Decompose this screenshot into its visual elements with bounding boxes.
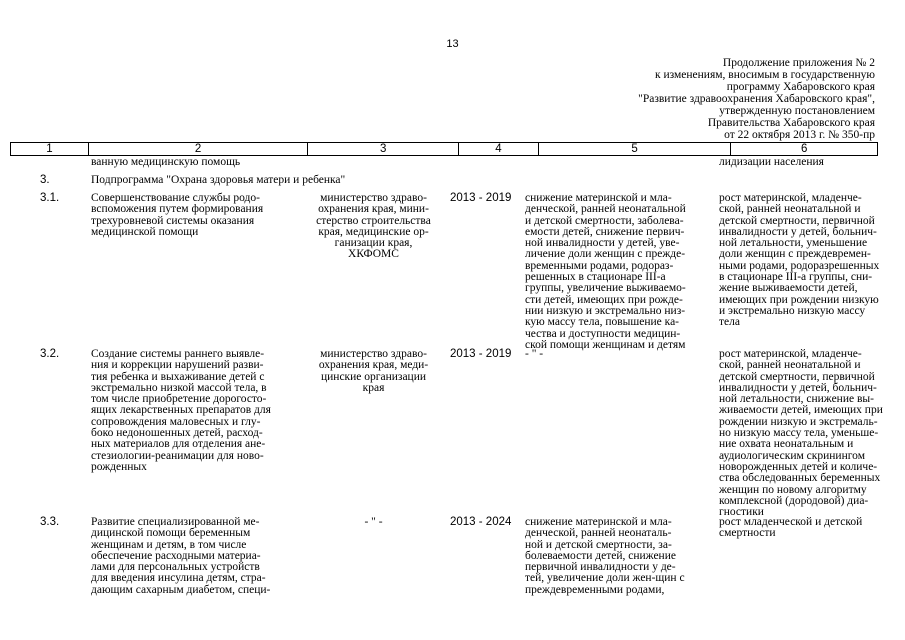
continuation-text: ванную медицинскую помощь bbox=[91, 156, 241, 168]
cell-line: болеваемости детей, снижение bbox=[525, 549, 676, 562]
cell-line: - " - bbox=[525, 348, 544, 360]
appendix-caption bbox=[545, 57, 875, 141]
cell-line: трехуровневой системы оказания bbox=[91, 214, 255, 227]
cell-line: боко недоношенных детей, расход- bbox=[91, 427, 263, 440]
cell-line: рождении низкую и экстремаль- bbox=[719, 415, 878, 428]
cell-line: имеющих при рождении низкую bbox=[719, 293, 879, 306]
row-number: 3.2. bbox=[40, 348, 60, 360]
cell-line: цинские организации bbox=[320, 370, 427, 383]
cell-line: медицинской помощи bbox=[91, 225, 199, 238]
cell-line: группы, увеличение выживаемо- bbox=[525, 282, 686, 295]
effect-cell bbox=[525, 349, 711, 360]
appendix-line: утвержденную постановлением bbox=[719, 105, 875, 117]
cell-line: новорожденных детей и количе- bbox=[719, 460, 878, 473]
cell-line: и экстремально низкую массу bbox=[719, 304, 866, 317]
cell-line: экстремально низкой массой тела, в bbox=[91, 381, 267, 394]
cell-line: ных материалов для отделения ане- bbox=[91, 438, 266, 451]
appendix-line: "Развитие здравоохранения Хабаровского края", bbox=[638, 93, 875, 105]
cell-line: ной и детской смертности, за- bbox=[525, 538, 672, 551]
period-cell: 2013 - 2019 bbox=[450, 348, 512, 360]
column-header: 1 bbox=[11, 143, 89, 155]
cell-line: Совершенствование службы родо- bbox=[91, 192, 260, 204]
cell-line: денческой, ранней неонаталь- bbox=[525, 527, 672, 540]
subprogram-number: 3. bbox=[40, 174, 50, 186]
column-header: 4 bbox=[459, 143, 539, 155]
column-header: 5 bbox=[539, 143, 732, 155]
cell-line: лами для персональных устройств bbox=[91, 561, 260, 574]
cell-line: ской, ранней неонатальной и bbox=[719, 359, 861, 372]
cell-line: Развитие специализированной ме- bbox=[91, 516, 260, 528]
cell-line: снижение материнской и мла- bbox=[525, 516, 672, 528]
cell-line: ния и коррекции нарушений разви- bbox=[91, 359, 264, 372]
cell-line: стезиологии-реанимации для ново- bbox=[91, 449, 264, 462]
cell-line: дицинской помощи беременным bbox=[91, 527, 251, 540]
cell-line: - " - bbox=[364, 516, 383, 528]
cell-line: нии низкую и экстремально низ- bbox=[525, 304, 686, 317]
cell-line: для введения инсулина детям, стра- bbox=[91, 572, 266, 585]
effect-cell bbox=[525, 193, 711, 351]
cell-line: края, медицинские ор- bbox=[318, 225, 429, 238]
cell-line: в стационаре III-а группы, сни- bbox=[719, 271, 873, 284]
table-header bbox=[10, 142, 878, 156]
appendix-line: к изменениям, вносимым в государственную bbox=[655, 69, 875, 81]
cell-line: ства обследованных беременных bbox=[719, 472, 881, 485]
cell-line: рост материнской, младенче- bbox=[719, 192, 862, 204]
measure-cell bbox=[91, 349, 301, 473]
cell-line: чества и доступности медицин- bbox=[525, 327, 681, 340]
cell-line: инвалидности у детей, больнич- bbox=[719, 381, 877, 394]
cell-line: ящих лекарственных препаратов для bbox=[91, 404, 271, 417]
cell-line: охранения края, мини- bbox=[318, 203, 429, 216]
cell-line: денческой, ранней неонатальной bbox=[525, 203, 686, 216]
appendix-line: от 22 октября 2013 г. № 350-пр bbox=[724, 129, 875, 141]
cell-line: гностики bbox=[719, 506, 764, 519]
period-cell: 2013 - 2019 bbox=[450, 192, 512, 204]
executor-cell bbox=[304, 193, 443, 261]
cell-line: сопровождения маловесных и глу- bbox=[91, 415, 261, 428]
cell-line: обеспечение расходными материа- bbox=[91, 549, 261, 562]
row-number: 3.1. bbox=[40, 192, 60, 204]
cell-line: края bbox=[362, 381, 385, 394]
cell-line: первичной инвалидности у де- bbox=[525, 561, 676, 574]
cell-line: емости детей, снижение первич- bbox=[525, 225, 685, 238]
appendix-line: программу Хабаровского края bbox=[726, 81, 875, 93]
executor-cell bbox=[304, 517, 443, 528]
page-number: 13 bbox=[446, 38, 459, 50]
cell-line: дающим сахарным диабетом, специ- bbox=[91, 583, 271, 596]
cell-line: временными родами, родораз- bbox=[525, 259, 674, 272]
cell-line: рожденных bbox=[91, 460, 147, 473]
cell-line: рост младенческой и детской bbox=[719, 516, 863, 528]
cell-line: Создание системы раннего выявле- bbox=[91, 348, 265, 360]
cell-line: сти детей, имеющих при рожде- bbox=[525, 293, 683, 306]
column-header: 6 bbox=[800, 143, 808, 155]
cell-line: ХКФОМС bbox=[348, 248, 399, 261]
cell-line: ской помощи женщинам и детям bbox=[525, 338, 686, 351]
column-header: 2 bbox=[89, 143, 309, 155]
cell-line: детской смертности, первичной bbox=[719, 214, 875, 227]
cell-line: тей, увеличение доли жен-щин с bbox=[525, 572, 685, 585]
appendix-line: Правительства Хабаровского края bbox=[707, 117, 875, 129]
measure-cell bbox=[91, 193, 301, 238]
cell-line: доли женщин с преждевремен- bbox=[719, 248, 871, 261]
cell-line: министерство здраво- bbox=[320, 348, 427, 360]
cell-line: ганизации края, bbox=[334, 237, 413, 250]
cell-line: ной летальности, уменьшение bbox=[719, 237, 868, 250]
executor-cell bbox=[304, 349, 443, 394]
cell-line: женщинам и детям, в том числе bbox=[91, 538, 247, 551]
cell-line: женщин по новому алгоритму bbox=[719, 483, 867, 496]
cell-line: том числе приобретение дорогосто- bbox=[91, 393, 267, 406]
cell-line: ской, ранней неонатальной и bbox=[719, 203, 861, 216]
cell-line: тела bbox=[719, 316, 740, 329]
cell-line: ными родами, родоразрешенных bbox=[719, 259, 880, 272]
cell-line: жение выживаемости детей, bbox=[719, 282, 858, 295]
cell-line: решенных в стационаре III-а bbox=[525, 271, 666, 284]
indicators-cell bbox=[719, 193, 895, 329]
appendix-line: Продолжение приложения № 2 bbox=[722, 57, 875, 69]
cell-line: рост материнской, младенче- bbox=[719, 348, 862, 360]
period-cell: 2013 - 2024 bbox=[450, 516, 512, 528]
cell-line: преждевременными родами, bbox=[525, 583, 665, 596]
cell-line: аудиологическим скринингом bbox=[719, 449, 865, 462]
cell-line: тия ребенка и выхаживание детей с bbox=[91, 370, 265, 383]
cell-line: охранения края, меди- bbox=[318, 359, 429, 372]
cell-line: ние охвата неонатальным и bbox=[719, 438, 854, 451]
row-number: 3.3. bbox=[40, 516, 60, 528]
column-header: 3 bbox=[308, 143, 459, 155]
indicators-cell bbox=[719, 517, 895, 540]
cell-line: живаемости детей, имеющих при bbox=[719, 404, 883, 417]
cell-line: ной летальности, снижение вы- bbox=[719, 393, 874, 406]
cell-line: стерство строительства bbox=[316, 214, 431, 227]
cell-line: но низкую массу тела, уменьше- bbox=[719, 427, 879, 440]
cell-line: кую массу тела, повышение ка- bbox=[525, 316, 680, 329]
cell-line: снижение материнской и мла- bbox=[525, 192, 672, 204]
cell-line: ной инвалидности у детей, уве- bbox=[525, 237, 680, 250]
cell-line: вспоможения путем формирования bbox=[91, 203, 264, 216]
subprogram-title: Подпрограмма "Охрана здоровья матери и ребенка" bbox=[91, 174, 346, 186]
cell-line: и детской смертности, заболева- bbox=[525, 214, 684, 227]
cell-line: личение доли женщин с прежде- bbox=[525, 248, 686, 261]
continuation-text: лидизации населения bbox=[719, 156, 824, 168]
measure-cell bbox=[91, 517, 301, 596]
indicators-cell bbox=[719, 349, 895, 518]
cell-line: инвалидности у детей, больнич- bbox=[719, 225, 877, 238]
effect-cell bbox=[525, 517, 711, 596]
cell-line: комплексной (дородовой) диа- bbox=[719, 494, 869, 507]
cell-line: министерство здраво- bbox=[320, 192, 427, 204]
cell-line: детской смертности, первичной bbox=[719, 370, 875, 383]
cell-line: смертности bbox=[719, 527, 776, 540]
